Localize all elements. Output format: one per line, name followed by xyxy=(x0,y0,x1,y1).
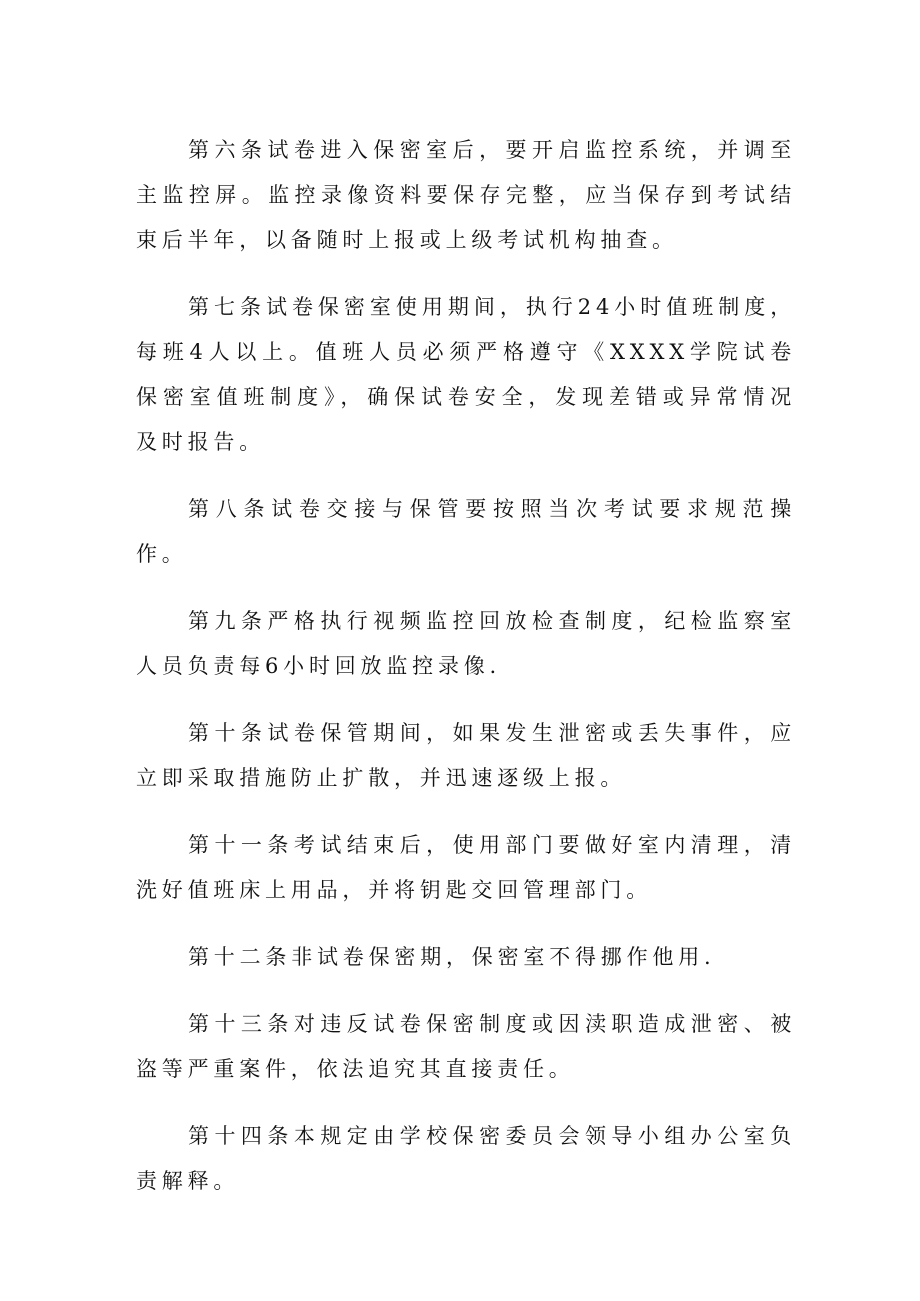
article-8-paragraph: 第八条试卷交接与保管要按照当次考试要求规范操作。 xyxy=(136,497,796,566)
article-11-paragraph: 第十一条考试结束后，使用部门要做好室内清理，清洗好值班床上用品，并将钥匙交回管理部门。 xyxy=(136,833,796,902)
article-6-paragraph: 第六条试卷进入保密室后，要开启监控系统，并调至主监控屏。监控录像资料要保存完整，应当保存到考试结束后半年，以备随时上报或上级考试机构抽查。 xyxy=(136,138,796,252)
article-13-paragraph: 第十三条对违反试卷保密制度或因渎职造成泄密、被盗等严重案件，依法追究其直接责任。 xyxy=(136,1012,796,1081)
article-12-paragraph: 第十二条非试卷保密期，保密室不得挪作他用. xyxy=(188,945,716,969)
article-14-paragraph: 第十四条本规定由学校保密委员会领导小组办公室负责解释。 xyxy=(136,1124,796,1193)
article-9-paragraph: 第九条严格执行视频监控回放检查制度，纪检监察室人员负责每6小时回放监控录像. xyxy=(136,609,796,678)
document-body xyxy=(136,128,796,1226)
article-10-paragraph: 第十条试卷保管期间，如果发生泄密或丢失事件，应立即采取措施防止扩散，并迅速逐级上报。 xyxy=(136,721,796,790)
article-7-paragraph: 第七条试卷保密室使用期间，执行24小时值班制度，每班4人以上。值班人员必须严格遵守《XXXX学院试卷保密室值班制度》，确保试卷安全，发现差错或异常情况及时报告。 xyxy=(136,295,796,454)
